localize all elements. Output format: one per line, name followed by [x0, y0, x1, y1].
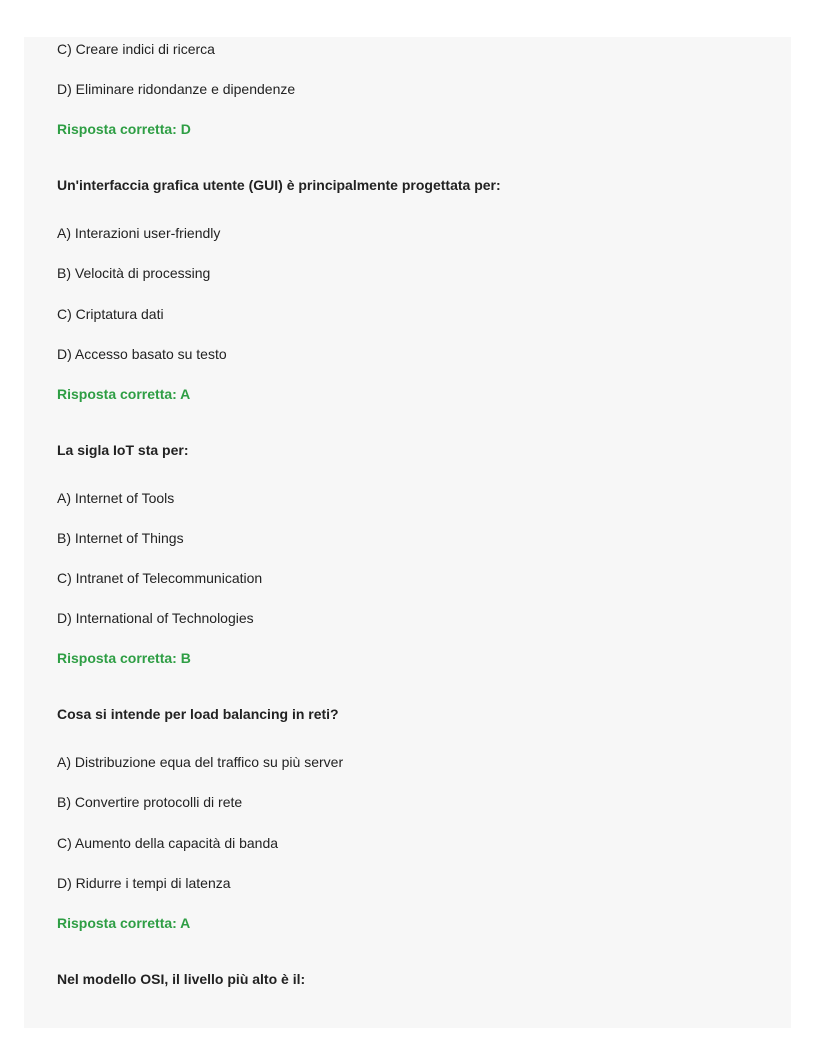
- option-text: D) International of Technologies: [57, 610, 254, 626]
- option-text: B) Velocità di processing: [57, 265, 211, 281]
- option-text: C) Creare indici di ricerca: [57, 41, 215, 57]
- option-text: D) Ridurre i tempi di latenza: [57, 875, 231, 891]
- option-text: D) Accesso basato su testo: [57, 346, 227, 362]
- option-text: A) Internet of Tools: [57, 490, 175, 506]
- correct-answer: Risposta corretta: B: [57, 650, 191, 666]
- option-text: C) Aumento della capacità di banda: [57, 835, 279, 851]
- quiz-panel: [24, 37, 791, 1028]
- question-text: Cosa si intende per load balancing in reti?: [57, 706, 339, 722]
- option-text: B) Convertire protocolli di rete: [57, 794, 243, 810]
- option-text: C) Criptatura dati: [57, 306, 164, 322]
- option-text: B) Internet of Things: [57, 530, 184, 546]
- correct-answer: Risposta corretta: A: [57, 915, 191, 931]
- correct-answer: Risposta corretta: A: [57, 386, 191, 402]
- option-text: C) Intranet of Telecommunication: [57, 570, 263, 586]
- option-text: A) Distribuzione equa del traffico su più server: [57, 754, 344, 770]
- question-text: Nel modello OSI, il livello più alto è il:: [57, 971, 306, 987]
- question-text: La sigla IoT sta per:: [57, 442, 189, 458]
- option-text: D) Eliminare ridondanze e dipendenze: [57, 81, 296, 97]
- question-text: Un'interfaccia grafica utente (GUI) è principalmente progettata per:: [57, 177, 501, 193]
- correct-answer: Risposta corretta: D: [57, 121, 191, 137]
- option-text: A) Interazioni user-friendly: [57, 225, 221, 241]
